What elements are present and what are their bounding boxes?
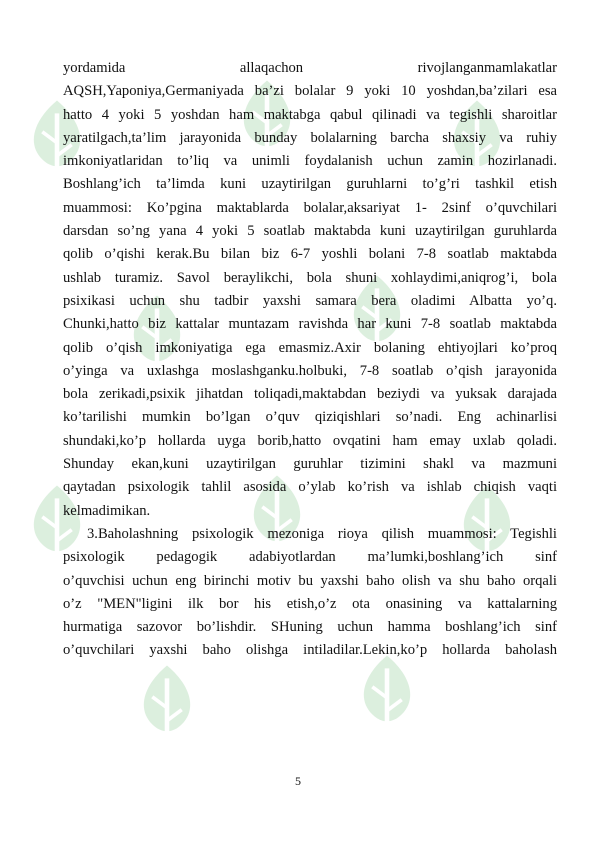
text-line: o’z "MEN"ligini ilk bor his etish,o’z ota onasining va kattalarning (63, 595, 557, 612)
text-line: imkoniyatlaridan to’liq va unimli foydalanish uchun zamin hozirlanadi. (63, 153, 557, 170)
body-text (63, 57, 557, 663)
text-line: ko’tarilishi mumkin bo’lgan o’quv qiziqishlari so’nadi. Eng achinarlisi (63, 409, 557, 426)
text-line: qolib o’qishi kerak.Bu bilan biz 6-7 yoshli bolani 7-8 soatlab maktabda (63, 246, 557, 263)
text-line: muammosi: Ko’pgina maktablarda bolalar,aksariyat 1- 2sinf o’quvchilari (63, 199, 557, 216)
text-line: Shunday ekan,kuni uzaytirilgan guruhlar tizimini shakl va mazmuni (63, 456, 557, 473)
text-line: o’quvchilari yaxshi baho olishga intiladilar.Lekin,ko’p hollarda baholash (63, 642, 557, 659)
text-line: AQSH,Yaponiya,Germaniyada ba’zi bolalar 9 yoki 10 yoshdan,ba’zilari esa (63, 83, 557, 100)
text-line: o’quvchisi uchun eng birinchi motiv bu yaxshi baho olish va shu baho orqali (63, 572, 557, 589)
text-line: yaratilgach,ta’lim jarayonida bunday bolalarning barcha shaxsiy va ruhiy (63, 129, 557, 146)
text-line: shundaki,ko’p hollarda uyga borib,hatto ovqatini ham emay uxlab qoladi. (63, 432, 557, 449)
text-line: o’yinga va uxlashga moslashganku.holbuki, 7-8 soatlab o’qish jarayonida (63, 362, 557, 379)
text-line: hatto 4 yoki 5 yoshdan ham maktabga qabul qilinadi va tegishli sharoitlar (63, 106, 557, 123)
watermark-logo (350, 650, 424, 742)
text-line: darsdan so’ng yana 4 yoki 5 soatlab maktabda kuni uzaytirilgan guruhlarda (63, 223, 557, 240)
text-line: psixologik pedagogik adabiyotlardan ma’lumki,boshlang’ich sinf (63, 549, 557, 566)
page-number: 5 (295, 774, 301, 788)
text-line: ushlab turamiz. Savol beraylikchi, bola shuni xohlaydimi,aniqrog’i, bola (63, 269, 557, 286)
text-line: bola zerikadi,psixik jihatdan toliqadi,maktabdan beziydi va yuksak darajada (63, 386, 557, 403)
text-line: yordamida allaqachon rivojlanganmamlakatlar (63, 60, 557, 76)
text-line: kelmadimikan. (63, 502, 151, 519)
text-line: Boshlang’ich ta’limda kuni uzaytirilgan guruhlarni to’g’ri tashkil etish (63, 176, 557, 193)
watermark-logo (130, 660, 204, 752)
text-line: Chunki,hatto biz kattalar muntazam ravishda har kuni 7-8 soatlab maktabda (63, 316, 557, 333)
text-line: hurmatiga sazovor bo’lishdir. SHuning uchun hamma boshlang’ich sinf (63, 619, 557, 636)
text-line: psixikasi uchun shu tadbir yaxshi samara bera oladimi Albatta yo’q. (63, 292, 557, 309)
text-line: qolib o’qish imkoniyatiga ega emasmiz.Axir bolaning ehtiyojlari ko’proq (63, 339, 557, 356)
text-line: 3.Baholashning psixologik mezoniga rioya qilish muammosi: Tegishli (87, 525, 557, 542)
text-line: qaytadan psixologik tahlil asosida o’ylab ko’rish va ishlab chiqish vaqti (63, 479, 557, 496)
